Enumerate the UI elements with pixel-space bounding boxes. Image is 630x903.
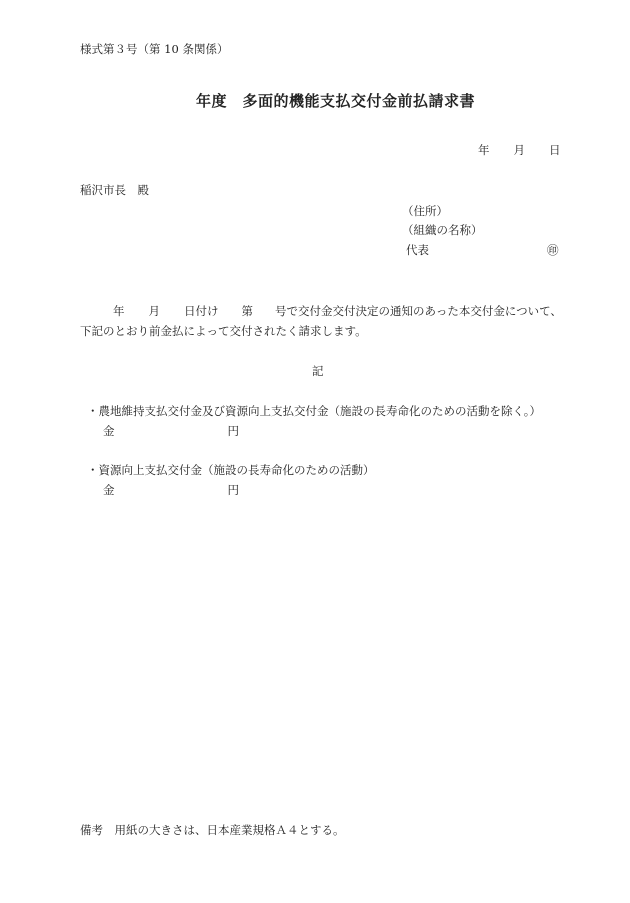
request-month: 月 [148,304,160,318]
date-year: 年 [478,143,490,157]
applicant-address-label: （住所） [402,204,448,218]
addressee: 稲沢市長 殿 [80,183,149,197]
item-1-yen: 円 [227,424,239,438]
item-2-yen: 円 [227,483,239,497]
document-title: 年度 多面的機能支払交付金前払請求書 [196,92,476,110]
request-day-label: 日付け [184,304,219,318]
seal-mark: ㊞ [547,243,559,257]
item-1-amount [103,423,239,439]
request-year: 年 [113,304,125,318]
date-line [478,142,561,158]
item-2-label: ・資源向上支払交付金（施設の長寿命化のための活動） [87,463,375,477]
ki-heading: 記 [312,364,324,378]
date-month: 月 [513,143,525,157]
form-number: 様式第３号（第 10 条関係） [80,42,229,56]
applicant-rep-label: 代表 [406,243,429,257]
item-1-label: ・農地維持支払交付金及び資源向上支払交付金（施設の長寿命化のための活動を除く。） [87,404,542,418]
remark: 備考 用紙の大きさは、日本産業規格Ａ４とする。 [80,823,345,837]
request-line-2: 下記のとおり前金払によって交付されたく請求します。 [80,324,367,338]
request-line1-rest: 号で交付金交付決定の通知のあった本交付金について、 [275,304,562,318]
date-day: 日 [549,143,561,157]
request-line-1 [113,303,562,319]
item-1-kin: 金 [103,424,115,438]
item-2-kin: 金 [103,483,115,497]
request-no-prefix: 第 [241,304,253,318]
item-2-amount [103,482,239,498]
applicant-org-label: （組織の名称） [402,223,483,237]
